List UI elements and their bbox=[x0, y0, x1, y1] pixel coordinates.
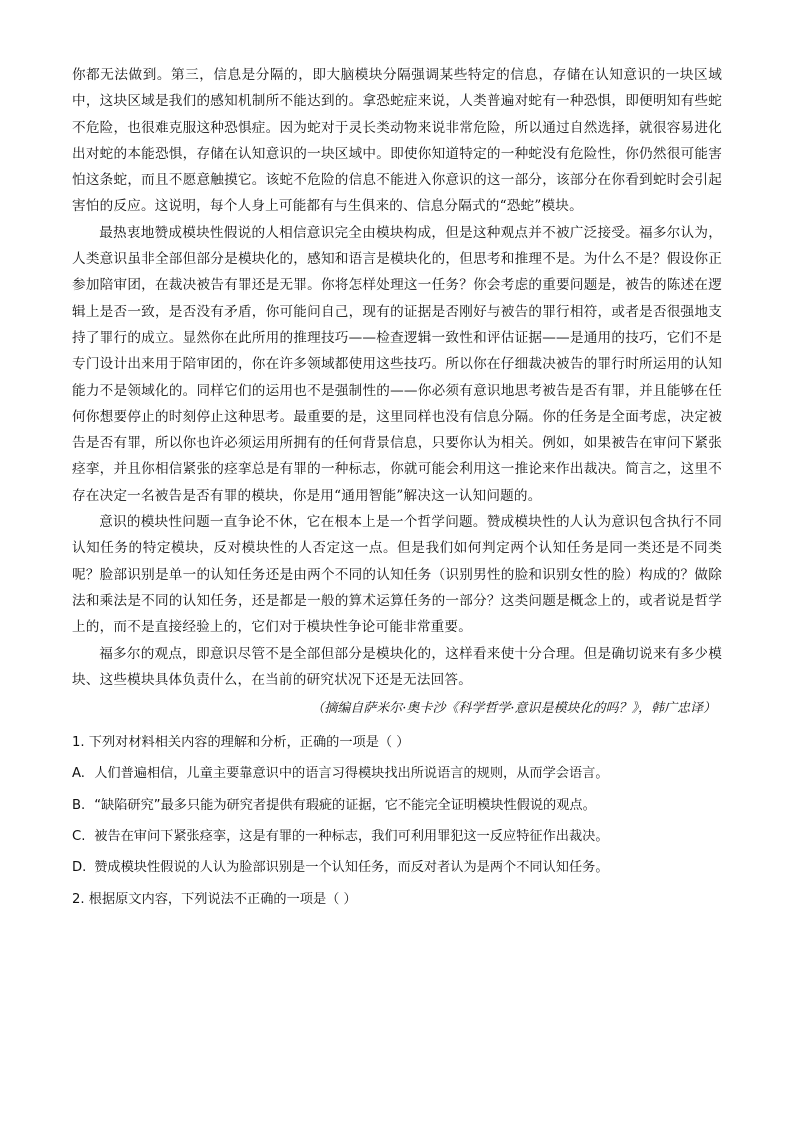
passage-paragraph-1: 你都无法做到。第三，信息是分隔的，即大脑模块分隔强调某些特定的信息，存储在认知意识的一块区域中，这块区域是我们的感知机制所不能达到的。拿恐蛇症来说，人类普遍对蛇有一种恐惧，即便明知有些蛇不危险，也很难克服这种恐惧症。因为蛇对于灵长类动物来说非常危险，所以通过自然选择，就很容易进化出对蛇的本能恐惧，存储在认知意识的一块区域中。即使你知道特定的一种蛇没有危险性，你仍然很可能害怕这条蛇，而且不愿意触摸它。该蛇不危险的信息不能进入你意识的这一部分，该部分在你看到蛇时会引起害怕的反应。这说明，每个人身上可能都有与生俱来的、信息分隔式的“恐蛇”模块。 bbox=[72, 67, 722, 215]
question-section bbox=[72, 727, 722, 915]
question-1-option-b bbox=[72, 790, 722, 821]
option-text: 人们普遍相信，儿童主要靠意识中的语言习得模块找出所说语言的规则，从而学会语言。 bbox=[94, 766, 609, 782]
option-label: C. bbox=[72, 829, 86, 845]
option-text: 赞成模块性假说的人认为脸部识别是一个认知任务，而反对者认为是两个不同认知任务。 bbox=[94, 860, 609, 876]
question-1-option-a bbox=[72, 758, 722, 789]
question-2-stem: 2. 根据原文内容，下列说法不正确的一项是（ ） bbox=[72, 891, 357, 907]
option-label: D. bbox=[72, 860, 87, 876]
question-1-option-d bbox=[72, 852, 722, 883]
passage-paragraph-4: 福多尔的观点，即意识尽管不是全部但部分是模块化的，这样看来使十分合理。但是确切说来有多少模块、这些模块具体负责什么，在当前的研究状况下还是无法回答。 bbox=[72, 645, 722, 688]
document-page bbox=[72, 62, 722, 915]
option-label: B. bbox=[72, 797, 86, 813]
passage-source: （摘编自萨米尔·奥卡沙《科学哲学·意识是模块化的吗？》，韩广忠译） bbox=[311, 701, 716, 717]
option-text: “缺陷研究”最多只能为研究者提供有瑕疵的证据，它不能完全证明模块性假说的观点。 bbox=[94, 797, 596, 813]
question-1-stem: 1. 下列对材料相关内容的理解和分析，正确的一项是（ ） bbox=[72, 735, 410, 751]
option-text: 被告在审问下紧张痉挛，这是有罪的一种标志，我们可利用罪犯这一反应特征作出裁决。 bbox=[94, 829, 609, 845]
passage-paragraph-2: 最热衷地赞成模块性假说的人相信意识完全由模块构成，但是这种观点并不被广泛接受。福多尔认为，人类意识虽非全部但部分是模块化的，感知和语言是模块化的，但思考和推理不是。为什么不是？假设你正参加陪审团，在裁决被告有罪还是无罪。你将怎样处理这一任务？你会考虑的重要问题是，被告的陈述在逻辑上是否一致，是否没有矛盾，你可能问自己，现有的证据是否刚好与被告的罪行相符，或者是否很强地支持了罪行的成立。显然你在此所用的推理技巧——检查逻辑一致性和评估证据——是通用的技巧，它们不是专门设计出来用于陪审团的，你在许多领域都使用这些技巧。所以你在仔细裁决被告的罪行时所运用的认知能力不是领域化的。同样它们的运用也不是强制性的——你必须有意识地思考被告是否有罪，并且能够在任何你想要停止的时刻停止这种思考。最重要的是，这里同样也没有信息分隔。你的任务是全面考虑，决定被告是否有罪，所以你也许必须运用所拥有的任何背景信息，只要你认为相关。例如，如果被告在审问下紧张痉挛，并且你相信紧张的痉挛总是有罪的一种标志，你就可能会利用这一推论来作出裁决。简言之，这里不存在决定一名被告是否有罪的模块，你是用“通用智能”解决这一认知问题的。 bbox=[72, 224, 722, 504]
passage-paragraph-3: 意识的模块性问题一直争论不休，它在根本上是一个哲学问题。赞成模块性的人认为意识包含执行不同认知任务的特定模块，反对模块性的人否定这一点。但是我们如何判定两个认知任务是同一类还是不同类呢？脸部识别是单一的认知任务还是由两个不同的认知任务（识别男性的脸和识别女性的脸）构成的？做除法和乘法是不同的认知任务，还是都是一般的算术运算任务的一部分？这类问题是概念上的，或者说是哲学上的，而不是直接经验上的，它们对于模块性争论可能非常重要。 bbox=[72, 514, 722, 636]
option-label: A. bbox=[72, 766, 85, 782]
question-1-option-c bbox=[72, 821, 722, 852]
